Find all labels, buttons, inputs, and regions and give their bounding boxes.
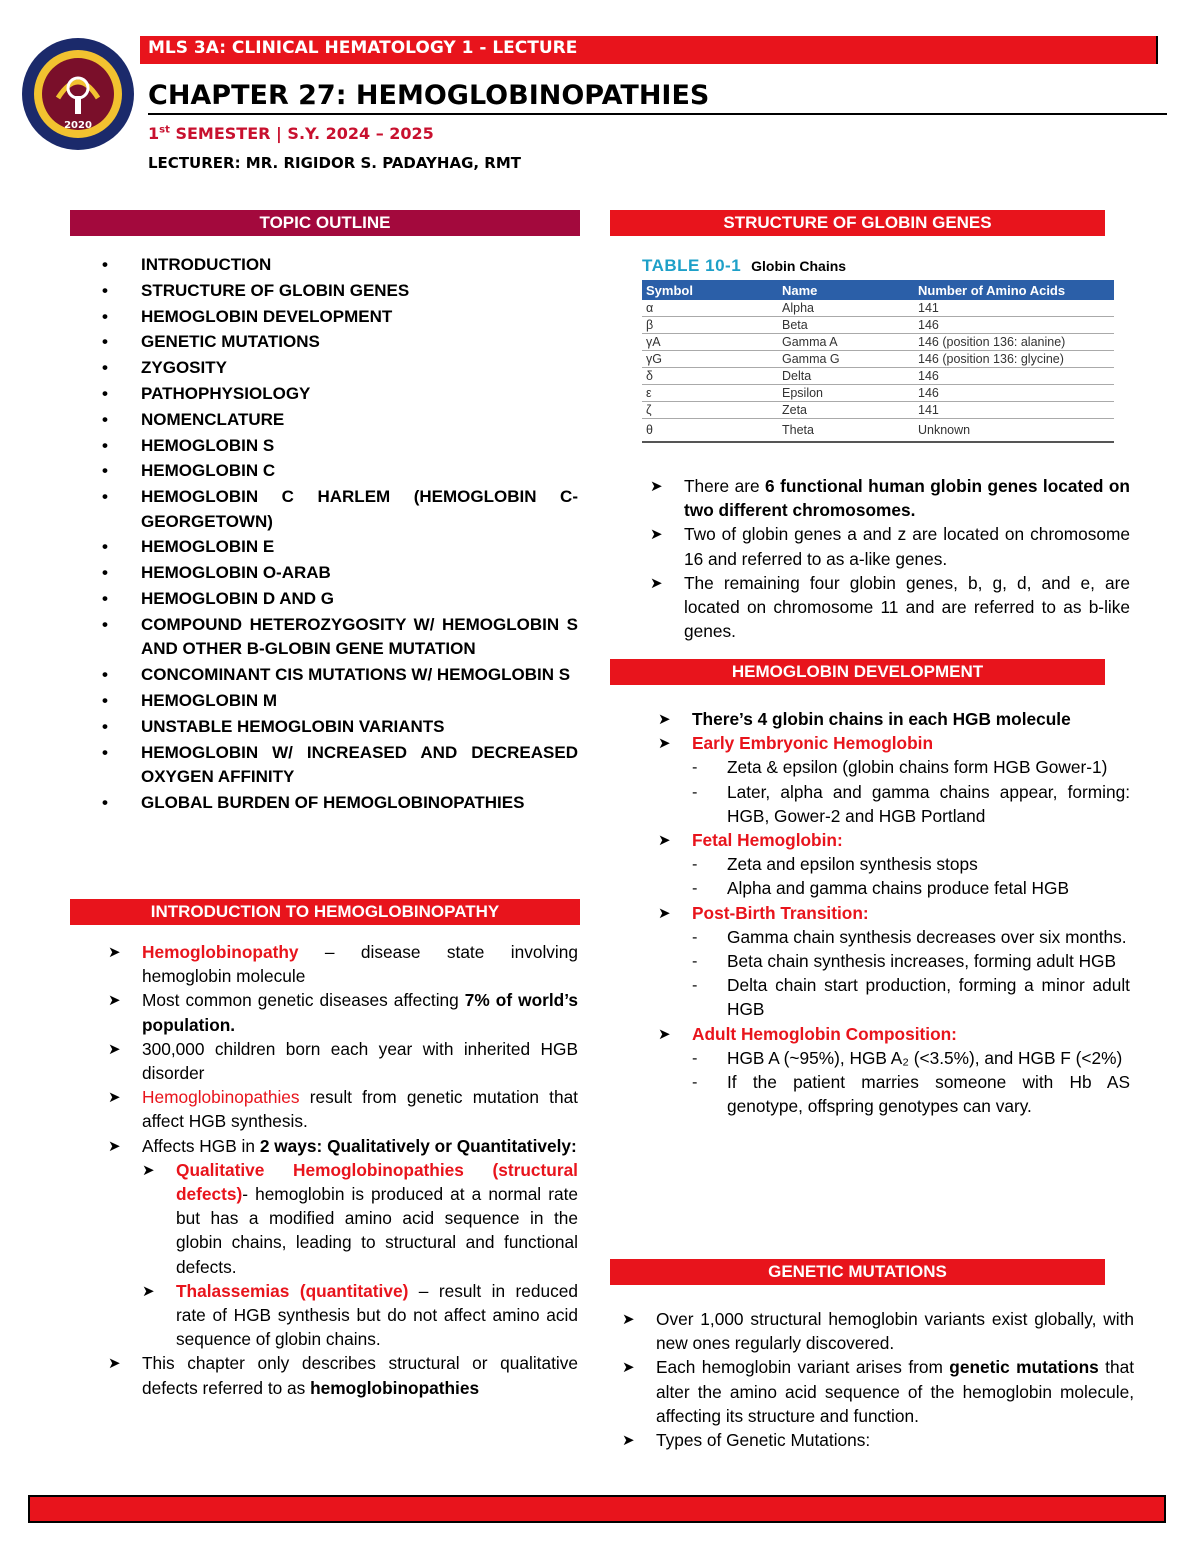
outline-item: • STRUCTURE OF GLOBIN GENES bbox=[100, 279, 578, 304]
globin-point: ➤ The remaining four globin genes, b, g, d, and e, are located on chromosome 11 and are referred to as b-like genes. bbox=[650, 571, 1130, 644]
globin-genes-header: STRUCTURE OF GLOBIN GENES bbox=[610, 210, 1105, 236]
mutation-point: ➤ Types of Genetic Mutations: bbox=[622, 1428, 1134, 1452]
globin-point: ➤ There are 6 functional human globin genes located on two different chromosomes. bbox=[650, 474, 1130, 522]
development-point: ➤ Post-Birth Transition: - Gamma chain synthesis decreases over six months. - Beta chain synthesis increases, forming adult HGB - Delta chain start production, forming a minor adult HGB bbox=[658, 901, 1130, 1022]
outline-item: • HEMOGLOBIN W/ INCREASED AND DECREASED OXYGEN AFFINITY bbox=[100, 741, 578, 790]
outline-item: • HEMOGLOBIN C HARLEM (HEMOGLOBIN C-GEORGETOWN) bbox=[100, 485, 578, 534]
outline-item: • HEMOGLOBIN DEVELOPMENT bbox=[100, 305, 578, 330]
development-point: ➤ Early Embryonic Hemoglobin - Zeta & epsilon (globin chains form HGB Gower-1) - Later, alpha and gamma chains appear, forming: HGB, Gower-2 and HGB Portland bbox=[658, 731, 1130, 828]
table-header-row bbox=[642, 280, 1114, 300]
column-header: Name bbox=[778, 280, 914, 300]
development-subpoint: - Beta chain synthesis increases, forming adult HGB bbox=[692, 949, 1130, 973]
development-subpoint: - Delta chain start production, forming a minor adult HGB bbox=[692, 973, 1130, 1021]
development-point: ➤ Fetal Hemoglobin: - Zeta and epsilon synthesis stops - Alpha and gamma chains produce fetal HGB bbox=[658, 828, 1130, 901]
column-header: Symbol bbox=[642, 280, 778, 300]
course-title: MLS 3A: CLINICAL HEMATOLOGY 1 - LECTURE bbox=[148, 38, 578, 58]
table-row: γG Gamma G 146 (position 136: glycine) bbox=[642, 351, 1114, 368]
outline-item: • HEMOGLOBIN S bbox=[100, 434, 578, 459]
outline-item: • GLOBAL BURDEN OF HEMOGLOBINOPATHIES bbox=[100, 791, 578, 816]
intro-point: ➤ Hemoglobinopathy – disease state involving hemoglobin molecule bbox=[108, 940, 578, 988]
table-row: β Beta 146 bbox=[642, 317, 1114, 334]
intro-point: ➤ Hemoglobinopathies result from genetic mutation that affect HGB synthesis. bbox=[108, 1085, 578, 1133]
development-subpoint: - Gamma chain synthesis decreases over six months. bbox=[692, 925, 1130, 949]
outline-item: • UNSTABLE HEMOGLOBIN VARIANTS bbox=[100, 715, 578, 740]
table-row: θ Theta Unknown bbox=[642, 419, 1114, 443]
globin-point: ➤ Two of globin genes a and z are located on chromosome 16 and referred to as a-like genes. bbox=[650, 522, 1130, 570]
mutation-point: ➤ Over 1,000 structural hemoglobin variants exist globally, with new ones regularly discovered. bbox=[622, 1307, 1134, 1355]
hgb-development-header: HEMOGLOBIN DEVELOPMENT bbox=[610, 659, 1105, 685]
outline-item: • HEMOGLOBIN E bbox=[100, 535, 578, 560]
outline-item: • CONCOMINANT CIS MUTATIONS W/ HEMOGLOBIN S bbox=[100, 663, 578, 688]
outline-item: • HEMOGLOBIN C bbox=[100, 459, 578, 484]
development-subpoint: - Later, alpha and gamma chains appear, forming: HGB, Gower-2 and HGB Portland bbox=[692, 780, 1130, 828]
table-row: α Alpha 141 bbox=[642, 300, 1114, 317]
development-subpoint: - HGB A (~95%), HGB A₂ (<3.5%), and HGB F (<2%) bbox=[692, 1046, 1130, 1070]
table-row: γA Gamma A 146 (position 136: alanine) bbox=[642, 334, 1114, 351]
title-underline bbox=[148, 113, 1167, 115]
development-subpoints bbox=[692, 755, 1130, 828]
development-subpoint: - Alpha and gamma chains produce fetal HGB bbox=[692, 876, 1130, 900]
development-subpoints bbox=[692, 852, 1130, 900]
topic-outline-header: TOPIC OUTLINE bbox=[70, 210, 580, 236]
topic-outline-list bbox=[100, 253, 578, 817]
introduction-header: INTRODUCTION TO HEMOGLOBINOPATHY bbox=[70, 899, 580, 925]
outline-item: • INTRODUCTION bbox=[100, 253, 578, 278]
table-row: ζ Zeta 141 bbox=[642, 402, 1114, 419]
outline-item: • COMPOUND HETEROZYGOSITY W/ HEMOGLOBIN S AND OTHER B-GLOBIN GENE MUTATION bbox=[100, 613, 578, 662]
lecturer-line: LECTURER: MR. RIGIDOR S. PADAYHAG, RMT bbox=[148, 154, 522, 172]
chapter-title: CHAPTER 27: HEMOGLOBINOPATHIES bbox=[148, 80, 710, 111]
development-subpoints bbox=[692, 1046, 1130, 1119]
intro-point: ➤ 300,000 children born each year with inherited HGB disorder bbox=[108, 1037, 578, 1085]
logo-year: 2020 bbox=[64, 120, 92, 131]
outline-item: • NOMENCLATURE bbox=[100, 408, 578, 433]
development-subpoints bbox=[692, 925, 1130, 1022]
table-caption bbox=[642, 256, 846, 276]
outline-item: • HEMOGLOBIN D AND G bbox=[100, 587, 578, 612]
outline-item: • ZYGOSITY bbox=[100, 356, 578, 381]
development-point: ➤ Adult Hemoglobin Composition: - HGB A (~95%), HGB A₂ (<3.5%), and HGB F (<2%) - If the patient marries someone with Hb AS genotype, offspring genotypes can vary. bbox=[658, 1022, 1130, 1119]
development-subpoint: - Zeta & epsilon (globin chains form HGB Gower-1) bbox=[692, 755, 1130, 779]
outline-item: • HEMOGLOBIN O-ARAB bbox=[100, 561, 578, 586]
footer-banner bbox=[28, 1495, 1166, 1523]
table-row: ε Epsilon 146 bbox=[642, 385, 1114, 402]
table-title: Globin Chains bbox=[751, 258, 847, 274]
intro-subpoint: ➤ Thalassemias (quantitative) – result in reduced rate of HGB synthesis but do not affect amino acid sequence of globin chains. bbox=[142, 1279, 578, 1352]
genetic-mutations-header: GENETIC MUTATIONS bbox=[610, 1259, 1105, 1285]
program-logo bbox=[20, 36, 136, 152]
table-row: δ Delta 146 bbox=[642, 368, 1114, 385]
outline-item: • PATHOPHYSIOLOGY bbox=[100, 382, 578, 407]
column-header: Number of Amino Acids bbox=[914, 280, 1114, 300]
intro-point: ➤ Most common genetic diseases affecting 7% of world’s population. bbox=[108, 988, 578, 1036]
table-label: TABLE 10-1 bbox=[642, 256, 742, 275]
intro-point: ➤ Affects HGB in 2 ways: Qualitatively or Quantitatively: bbox=[108, 1134, 578, 1158]
intro-subpoint: ➤ Qualitative Hemoglobinopathies (structural defects)- hemoglobin is produced at a normal rate but has a modified amino acid sequence in the globin chains, leading to structural and functional defects. bbox=[142, 1158, 578, 1279]
genetic-mutations-list bbox=[622, 1307, 1134, 1452]
development-point: ➤ There’s 4 globin chains in each HGB molecule bbox=[658, 707, 1130, 731]
outline-item: • HEMOGLOBIN M bbox=[100, 689, 578, 714]
outline-item: • GENETIC MUTATIONS bbox=[100, 330, 578, 355]
mutation-point: ➤ Each hemoglobin variant arises from genetic mutations that alter the amino acid sequence of the hemoglobin molecule, affecting its structure and function. bbox=[622, 1355, 1134, 1428]
globin-genes-list bbox=[650, 474, 1130, 643]
development-subpoint: - Zeta and epsilon synthesis stops bbox=[692, 852, 1130, 876]
semester-line: 1st SEMESTER | S.Y. 2024 – 2025 bbox=[148, 124, 434, 143]
intro-point: ➤ This chapter only describes structural or qualitative defects referred to as hemoglobinopathies bbox=[108, 1351, 578, 1399]
hgb-development-list bbox=[658, 707, 1130, 1118]
development-subpoint: - If the patient marries someone with Hb AS genotype, offspring genotypes can vary. bbox=[692, 1070, 1130, 1118]
introduction-list bbox=[108, 940, 578, 1400]
globin-chains-table bbox=[642, 280, 1114, 443]
